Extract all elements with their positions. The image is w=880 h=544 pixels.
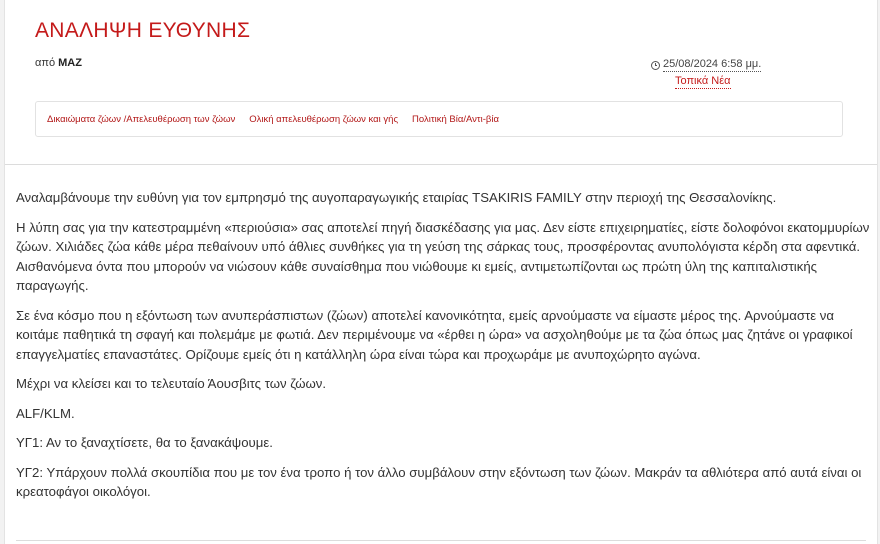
- article-paragraph: ALF/KLM.: [16, 405, 75, 421]
- category-link[interactable]: Τοπικά Νέα: [675, 75, 731, 87]
- byline-prefix: από: [35, 57, 56, 69]
- article-body: [16, 188, 870, 512]
- byline: [35, 57, 82, 69]
- article-header: [5, 0, 877, 165]
- date-row: [651, 58, 761, 72]
- tag-link[interactable]: Πολιτική Βία/Αντι-βία: [412, 113, 499, 125]
- article-paragraph: Μέχρι να κλείσει και το τελευταίο Άουσβιτς των ζώων.: [16, 376, 327, 391]
- article-meta: [651, 58, 761, 89]
- article-card: [4, 0, 878, 544]
- article-paragraph: ΥΓ1: Αν το ξαναχτίσετε, θα το ξανακάψουμε.: [16, 435, 273, 450]
- divider: [16, 540, 866, 541]
- tag-link[interactable]: Δικαιώματα ζώων /Απελευθέρωση των ζώων: [47, 113, 236, 125]
- tags-box: [35, 101, 843, 137]
- publish-date: 25/08/2024 6:58 μμ.: [663, 58, 762, 70]
- clock-icon: [651, 61, 660, 70]
- article-paragraph: ΥΓ2: Υπάρχουν πολλά σκουπίδια που με τον ένα τροπο ή τον άλλο συμβάλουν στην εξόντωση των ζώων. Μακράν τα αθλιότερα από αυτά είναι οι κρεατοφάγοι οικολόγοι.: [16, 464, 862, 499]
- article-paragraph: Σε ένα κόσμο που η εξόντωση των ανυπεράσπιστων (ζώων) αποτελεί κανονικότητα, εμείς αρνούμαστε να είμαστε μέρος της. Αρνούμαστε να κοιτάμε παθητικά τη σφαγή και πολεμάμε με φωτιά. Δεν περιμένουμε να «έρθει η ώρα» να ασχοληθούμε με τα ζώα όπως μας ζητάνε οι γραφικοί επαγγελματίες επαναστάτες. Ορίζουμε εμείς ότι η κατάλληλη ώρα είναι τώρα και προχωράμε με ανυποχώρητο αγώνα.: [16, 307, 853, 362]
- tag-link[interactable]: Ολική απελευθέρωση ζώων και γής: [249, 113, 399, 125]
- article-paragraph: Αναλαμβάνουμε την ευθύνη για τον εμπρησμό της αυγοπαραγωγικής εταιρίας TSAKIRIS FAMILY στην περιοχή της Θεσσαλονίκης.: [16, 190, 777, 205]
- article-paragraph: Η λύπη σας για την κατεστραμμένη «περιούσια» σας αποτελεί πηγή διασκέδασης για μας. Δεν είστε επιχειρηματίες, είστε δολοφόνοι εκατομμυρίων ζώων. Χιλιάδες ζώα κάθε μέρα πεθαίνουν υπό άθλιες συνθήκες για τη γεύση της σάρκας τους, προσφέροντας ανυπολόγιστα κέρδη στα αφεντικά. Αισθανόμενα όντα που μπορούν να νιώσουν κάθε συναίσθημα που νιώθουμε κι εμείς, αντιμετωπίζονται ως πρώτη ύλη της καπιταλιστικής παραγωγής.: [16, 219, 870, 293]
- article-title: ΑΝΑΛΗΨΗ ΕΥΘΥΝΗΣ: [35, 19, 251, 42]
- author-link[interactable]: MAZ: [58, 57, 82, 69]
